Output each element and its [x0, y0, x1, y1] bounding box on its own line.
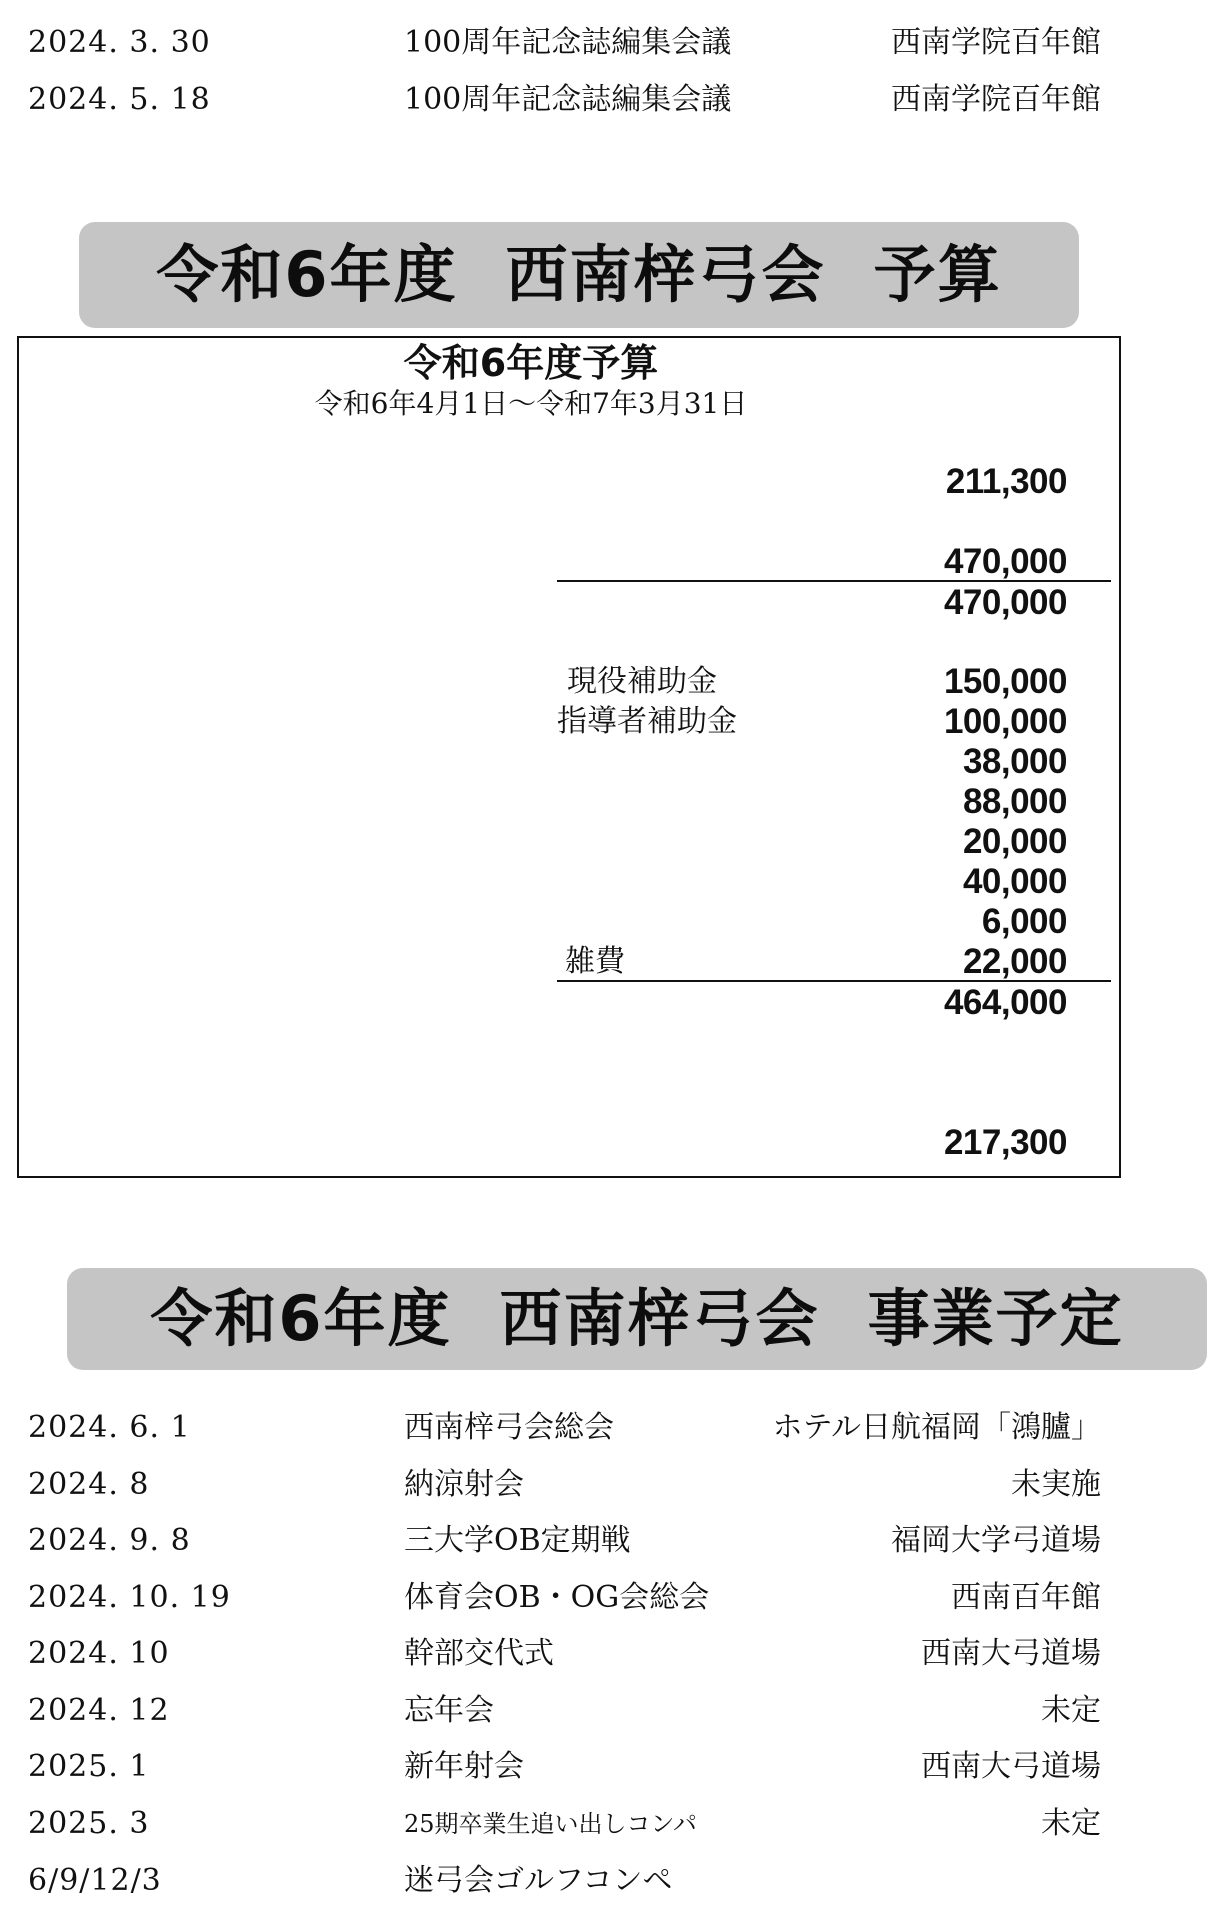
expense-amount: 40,000 — [962, 862, 1067, 901]
event-place: 未定 — [1041, 1806, 1101, 1841]
event-row — [0, 1516, 1225, 1566]
meeting-row — [0, 18, 1225, 68]
event-place: 福岡大学弓道場 — [891, 1523, 1101, 1558]
event-name: 幹部交代式 — [404, 1636, 554, 1671]
event-row — [0, 1742, 1225, 1792]
event-date: 2025. 3 — [28, 1806, 150, 1841]
event-name: 25期卒業生追い出しコンパ — [404, 1810, 697, 1838]
income-total-amount: 470,000 — [943, 583, 1067, 622]
budget-period: 令和6年4月1日～令和7年3月31日 — [314, 387, 748, 420]
event-date: 6/9/12/3 — [28, 1863, 162, 1898]
event-name: 体育会OB・OG会総会 — [404, 1580, 710, 1615]
event-name: 忘年会 — [404, 1693, 494, 1728]
event-row — [0, 1629, 1225, 1679]
event-name: 西南梓弓会総会 — [404, 1410, 614, 1445]
event-place: ホテル日航福岡「鴻臚」 — [772, 1410, 1101, 1445]
balance-amount: 217,300 — [943, 1123, 1067, 1162]
event-row — [0, 1799, 1225, 1849]
expense-amount: 20,000 — [962, 822, 1067, 861]
budget-title: 令和6年度予算 — [403, 341, 659, 385]
expense-amount: 88,000 — [962, 782, 1067, 821]
event-date: 2024. 10 — [28, 1636, 170, 1671]
event-name: 新年射会 — [404, 1749, 524, 1784]
banner-heading: 事業予定 — [867, 1282, 1124, 1355]
meeting-place: 西南学院百年館 — [891, 25, 1101, 60]
budget-section-banner — [79, 222, 1079, 328]
expense-label: 現役補助金 — [567, 664, 717, 699]
income-subtotal-rule — [557, 580, 1111, 582]
meeting-date: 2024. 3. 30 — [28, 25, 211, 60]
income-item-amount: 470,000 — [943, 542, 1067, 581]
meeting-event: 100周年記念誌編集会議 — [404, 82, 732, 117]
meeting-event: 100周年記念誌編集会議 — [404, 25, 732, 60]
banner-fiscal-year: 令和6年度 — [150, 1282, 452, 1355]
meeting-date: 2024. 5. 18 — [28, 82, 211, 117]
event-date: 2025. 1 — [28, 1749, 150, 1784]
expense-label: 指導者補助金 — [557, 704, 737, 739]
expense-amount: 6,000 — [981, 902, 1067, 941]
event-place: 西南百年館 — [951, 1580, 1101, 1615]
event-name: 三大学OB定期戦 — [404, 1523, 631, 1558]
event-row — [0, 1403, 1225, 1453]
event-row — [0, 1686, 1225, 1736]
budget-table — [17, 336, 1121, 1178]
event-place: 西南大弓道場 — [921, 1749, 1101, 1784]
event-date: 2024. 8 — [28, 1467, 150, 1502]
event-place: 未定 — [1041, 1693, 1101, 1728]
event-row — [0, 1856, 1225, 1906]
expense-label: 雑費 — [565, 944, 625, 979]
event-date: 2024. 6. 1 — [28, 1410, 191, 1445]
expense-amount: 100,000 — [943, 702, 1067, 741]
banner-fiscal-year: 令和6年度 — [156, 238, 458, 311]
event-row — [0, 1460, 1225, 1510]
expense-amount: 150,000 — [943, 662, 1067, 701]
expense-amount: 22,000 — [962, 942, 1067, 981]
expense-total-amount: 464,000 — [943, 983, 1067, 1022]
banner-heading: 予算 — [873, 238, 1002, 311]
carryover-amount: 211,300 — [945, 462, 1067, 501]
event-name: 迷弓会ゴルフコンペ — [404, 1863, 673, 1898]
event-date: 2024. 12 — [28, 1693, 170, 1728]
event-place: 西南大弓道場 — [921, 1636, 1101, 1671]
expense-subtotal-rule — [557, 980, 1111, 982]
event-row — [0, 1573, 1225, 1623]
banner-club-name: 西南梓弓会 — [505, 238, 826, 311]
banner-club-name: 西南梓弓会 — [499, 1282, 820, 1355]
event-name: 納涼射会 — [404, 1467, 524, 1502]
meeting-row — [0, 75, 1225, 125]
event-place: 未実施 — [1011, 1467, 1101, 1502]
expense-amount: 38,000 — [962, 742, 1067, 781]
event-date: 2024. 10. 19 — [28, 1580, 231, 1615]
meeting-place: 西南学院百年館 — [891, 82, 1101, 117]
event-date: 2024. 9. 8 — [28, 1523, 191, 1558]
events-section-banner — [67, 1268, 1207, 1370]
